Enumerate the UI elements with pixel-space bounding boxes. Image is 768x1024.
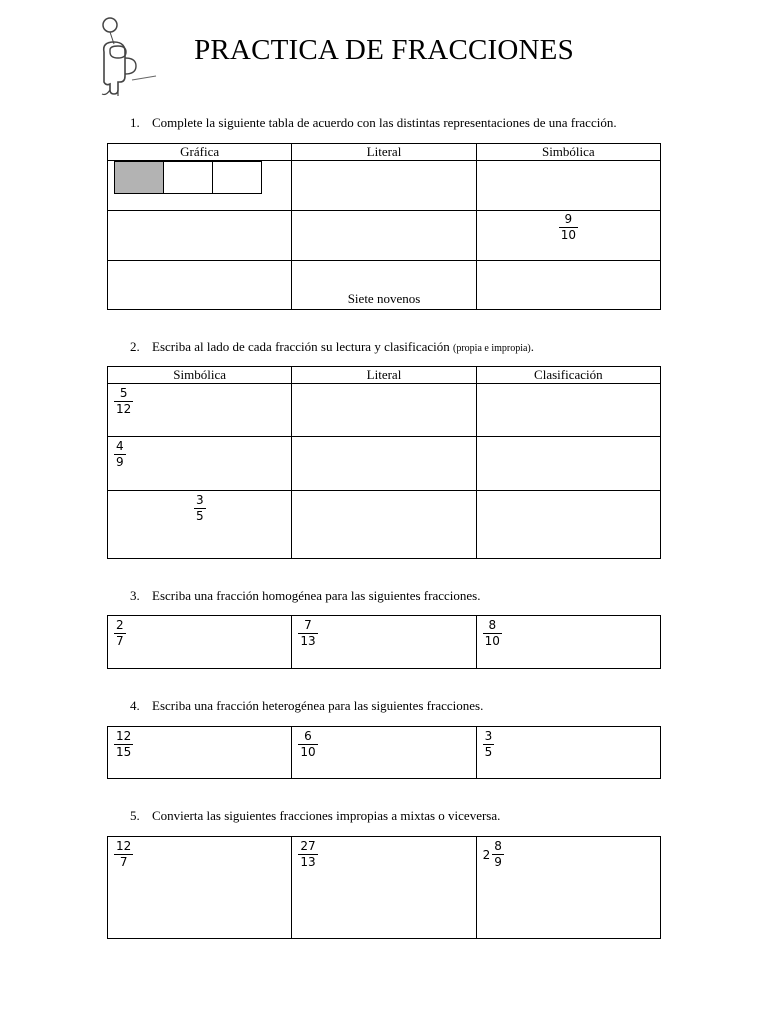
answer-cell[interactable] bbox=[476, 384, 660, 437]
question-number: 2. bbox=[130, 339, 140, 354]
mixed-number bbox=[483, 839, 504, 870]
answer-cell[interactable] bbox=[476, 161, 660, 211]
symbolic-cell bbox=[108, 491, 292, 559]
header-clasificacion: Clasificación bbox=[476, 367, 660, 384]
question-3 bbox=[130, 588, 480, 604]
question-note: (propia e impropia) bbox=[453, 343, 531, 354]
fraction-cell[interactable] bbox=[476, 616, 660, 669]
header-literal: Literal bbox=[292, 367, 476, 384]
fraction-bar-graphic bbox=[114, 161, 262, 194]
fraction-cell[interactable] bbox=[108, 727, 292, 779]
answer-cell[interactable] bbox=[292, 384, 476, 437]
header-simbolica: Simbólica bbox=[476, 144, 660, 161]
question-text: Complete la siguiente tabla de acuerdo con las distintas representaciones de una fracción. bbox=[152, 115, 617, 130]
fraction: $\frac{12}{7}$ bbox=[116, 839, 132, 869]
question-text: Escriba una fracción heterogénea para las siguientes fracciones. bbox=[152, 698, 484, 713]
answer-cell[interactable] bbox=[476, 491, 660, 559]
fraction: $\frac{8}{10}$ bbox=[484, 618, 500, 648]
answer-cell[interactable] bbox=[292, 491, 476, 559]
bar-part-shaded bbox=[114, 161, 164, 194]
fraction: $\frac{12}{15}$ bbox=[116, 729, 132, 759]
answer-cell[interactable] bbox=[292, 161, 476, 211]
fraction: $\frac{3}{5}$ bbox=[196, 493, 204, 523]
representations-table bbox=[107, 143, 661, 310]
answer-cell[interactable] bbox=[108, 261, 292, 310]
question-text: Convierta las siguientes fracciones impropias a mixtas o viceversa. bbox=[152, 808, 501, 823]
fraction: $\frac{2}{7}$ bbox=[116, 618, 124, 648]
answer-cell[interactable] bbox=[108, 211, 292, 261]
symbolic-cell bbox=[108, 384, 292, 437]
fraction-cell[interactable] bbox=[108, 616, 292, 669]
answer-cell[interactable] bbox=[292, 211, 476, 261]
question-number: 1. bbox=[130, 115, 140, 130]
bar-part-empty bbox=[163, 161, 213, 194]
question-number: 4. bbox=[130, 698, 140, 713]
header-simbolica: Simbólica bbox=[108, 367, 292, 384]
symbolic-cell bbox=[476, 211, 660, 261]
homogeneous-table bbox=[107, 615, 661, 669]
fraction: $\frac{9}{10}$ bbox=[560, 212, 576, 242]
fraction-cell[interactable] bbox=[476, 837, 660, 939]
question-number: 5. bbox=[130, 808, 140, 823]
header-literal: Literal bbox=[292, 144, 476, 161]
literal-text: Siete novenos bbox=[347, 291, 421, 306]
fraction: $\frac{4}{9}$ bbox=[116, 439, 124, 469]
question-5 bbox=[130, 808, 500, 824]
fraction-cell[interactable] bbox=[292, 616, 476, 669]
answer-cell[interactable] bbox=[476, 261, 660, 310]
fraction: $\frac{7}{13}$ bbox=[300, 618, 316, 648]
question-text: Escriba una fracción homogénea para las siguientes fracciones. bbox=[152, 588, 481, 603]
fraction-cell[interactable] bbox=[108, 837, 292, 939]
question-2 bbox=[130, 339, 534, 357]
fraction: $\frac{8}{9}$ bbox=[494, 839, 502, 869]
fraction-cell[interactable] bbox=[292, 837, 476, 939]
question-text: Escriba al lado de cada fracción su lectura y clasificación bbox=[152, 339, 450, 354]
answer-cell[interactable] bbox=[476, 437, 660, 491]
question-end: . bbox=[530, 339, 535, 354]
fraction-cell[interactable] bbox=[292, 727, 476, 779]
bar-part-empty bbox=[212, 161, 262, 194]
fraction-cell[interactable] bbox=[476, 727, 660, 779]
mixed-whole: 2 bbox=[482, 847, 491, 862]
page-title: PRACTICA DE FRACCIONES bbox=[194, 34, 574, 66]
question-number: 3. bbox=[130, 588, 140, 603]
header-grafica: Gráfica bbox=[108, 144, 292, 161]
heterogeneous-table bbox=[107, 726, 661, 779]
fraction: $\frac{3}{5}$ bbox=[484, 729, 493, 759]
symbolic-cell bbox=[108, 437, 292, 491]
fraction: $\frac{5}{12}$ bbox=[116, 386, 132, 416]
question-1 bbox=[130, 115, 617, 131]
answer-cell[interactable] bbox=[292, 437, 476, 491]
conversion-table bbox=[107, 836, 661, 939]
fraction: $\frac{6}{10}$ bbox=[300, 729, 316, 759]
literal-cell bbox=[292, 261, 476, 310]
fraction: $\frac{27}{13}$ bbox=[300, 839, 316, 869]
question-4 bbox=[130, 698, 483, 714]
classification-table bbox=[107, 366, 661, 559]
graphic-cell bbox=[108, 161, 292, 211]
